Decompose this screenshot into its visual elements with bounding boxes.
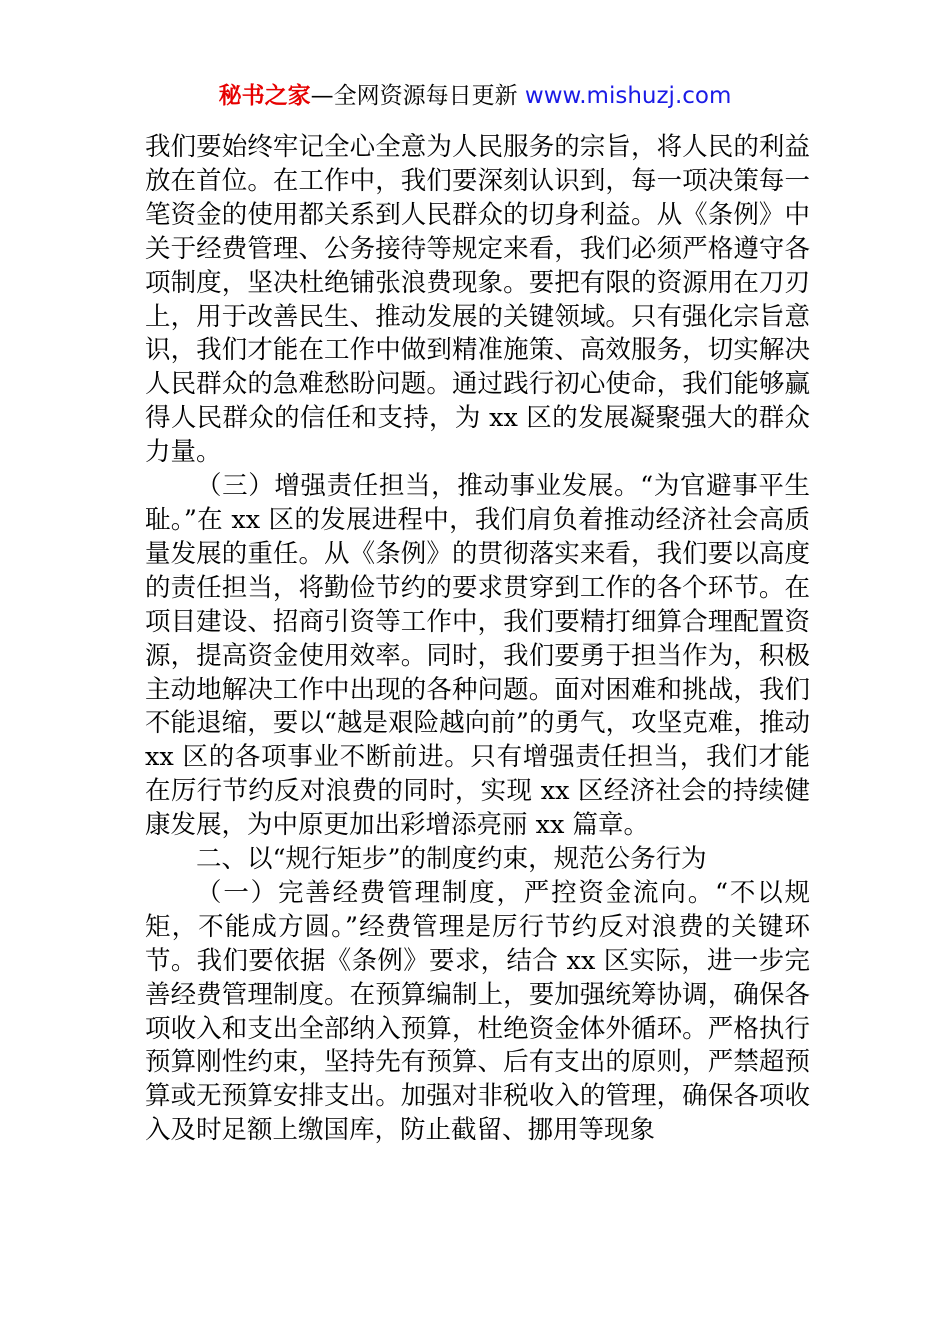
paragraph-1: 我们要始终牢记全心全意为人民服务的宗旨，将人民的利益放在首位。在工作中，我们要深刻认识到，每一项决策每一笔资金的使用都关系到人民群众的切身利益。从《条例》中关于经费管理、公务接待等规定来看，我们必须严格遵守各项制度，坚决杜绝铺张浪费现象。要把有限的资源用在刀刃上，用于改善民生、推动发展的关键领域。只有强化宗旨意识，我们才能在工作中做到精准施策、高效服务，切实解决人民群众的急难愁盼问题。通过践行初心使命，我们能够赢得人民群众的信任和支持，为 xx 区的发展凝聚强大的群众力量。	[145, 132, 810, 468]
section-heading: 二、以“规行矩步”的制度约束，规范公务行为	[196, 844, 707, 875]
site-header	[0, 80, 950, 112]
paragraph-2: （三）增强责任担当，推动事业发展。“为官避事平生耻。”在 xx 区的发展进程中，我们肩负着推动经济社会高质量发展的重任。从《条例》的贯彻落实来看，我们要以高度的责任担当，将勤俭节约的要求贯穿到工作的各个环节。在项目建设、招商引资等工作中，我们要精打细算合理配置资源，提高资金使用效率。同时，我们要勇于担当作为，积极主动地解决工作中出现的各种问题。面对困难和挑战，我们不能退缩，要以“越是艰险越向前”的勇气，攻坚克难，推动 xx 区的各项事业不断前进。只有增强责任担当，我们才能在厉行节约反对浪费的同时，实现 xx 区经济社会的持续健康发展，为中原更加出彩增添亮丽 xx 篇章。	[145, 471, 810, 841]
document-body	[145, 131, 810, 1148]
site-url: www.mishuzj.com	[524, 83, 732, 109]
site-tagline: —全网资源每日更新	[310, 83, 525, 109]
site-brand: 秘书之家	[218, 83, 311, 109]
paragraph-4: （一）完善经费管理制度，严控资金流向。“不以规矩，不能成方圆。”经费管理是厉行节约反对浪费的关键环节。我们要依据《条例》要求，结合 xx 区实际，进一步完善经费管理制度。在预算编制上，要加强统筹协调，确保各项收入和支出全部纳入预算，杜绝资金体外循环。严格执行预算刚性约束，坚持先有预算、后有支出的原则，严禁超预算或无预算安排支出。加强对非税收入的管理，确保各项收入及时足额上缴国库，防止截留、挪用等现象	[145, 877, 810, 1146]
